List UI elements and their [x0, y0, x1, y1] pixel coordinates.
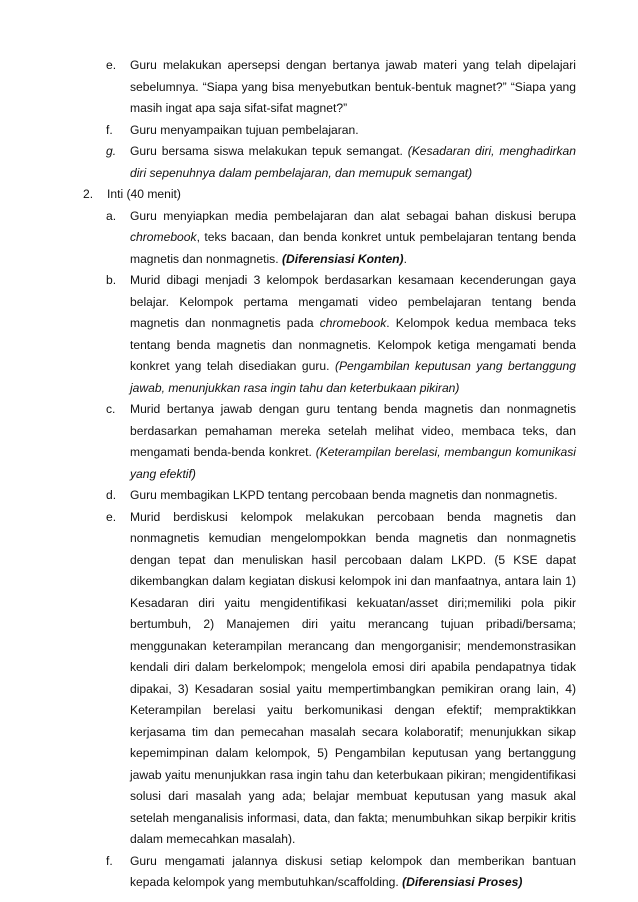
- list-item-text: Murid berdiskusi kelompok melakukan percobaan benda magnetis dan nonmagnetis kemudian mengelompokkan benda magnetis dan nonmagnetis dengan tepat dan menuliskan hasil percobaan dalam LKPD. (5 KSE dapat dikembangkan dalam kegiatan diskusi kelompok ini dan manfaatnya, antara lain 1) Kesadaran diri yaitu mengidentifikasi kekuatan/asset diri;memiliki pola pikir bertumbuh, 2) Manajemen diri yaitu merancang tujuan pribadi/bersama; menggunakan keterampilan merancang dan mengorganisir; mendemonstrasikan kendali diri dalam berkelompok; mengelola emosi diri apabila pendapatnya tidak dipakai, 3) Kesadaran sosial yaitu mempertimbangkan pemikiran orang lain, 4) Keterampilan berelasi yaitu berkomunikasi dengan efektif; mempraktikkan kerjasama tim dan pemecahan masalah secara kolaboratif; menunjukkan sikap kepemimpinan dalam kelompok, 5) Pengambilan keputusan yang bertanggung jawab yaitu menunjukkan rasa ingin tahu dan keterbukaan pikiran; mengidentifikasi solusi dari masalah yang ada; belajar membuat keputusan yang masuk akal setelah menganalisis informasi, data, dan fakta; menumbuhkan sikap berpikir kritis dalam memecahkan masalah).: [130, 509, 576, 846]
- list-item-f: [106, 851, 576, 894]
- list-item-text: Guru menyampaikan tujuan pembelajaran.: [130, 122, 359, 137]
- list-item-b: [106, 270, 576, 399]
- list-item-text: Murid dibagi menjadi 3 kelompok berdasarkan kesamaan kecenderungan gaya belajar. Kelompok pertama mengamati video pembelajaran tentang benda magnetis dan nonmagnetis pada: [130, 273, 576, 330]
- section-inti: [83, 184, 576, 206]
- list-item-text: . Kelompok kedua membaca teks tentang benda magnetis dan nonmagnetis. Kelompok ketiga mengamati benda konkret yang telah disediakan guru.: [130, 316, 576, 373]
- list-item-pre-f: [106, 120, 576, 142]
- list-item-e: [106, 507, 576, 851]
- list-item-c: [106, 399, 576, 485]
- list-item-strong-note: (Diferensiasi Konten): [281, 251, 404, 266]
- list-item-pre-g: [106, 141, 576, 184]
- list-item-note: (Kesadaran diri, menghadirkan diri sepenuhnya dalam pembelajaran, dan memupuk semangat): [130, 144, 576, 180]
- list-item-emphasis: chromebook: [319, 316, 387, 330]
- list-item-note: (Pengambilan keputusan yang bertanggung jawab, menunjukkan rasa ingin tahu dan keterbukaan pikiran): [130, 359, 576, 395]
- list-marker: e.: [106, 58, 117, 72]
- list-item-text: Murid bertanya jawab dengan guru tentang benda magnetis dan nonmagnetis berdasarkan pemahaman mereka setelah melihat video, membaca teks, dan mengamati benda-benda konkret.: [130, 402, 576, 459]
- section-marker: 2.: [83, 187, 94, 201]
- list-item-note: (Keterampilan berelasi, membangun komunikasi yang efektif): [130, 445, 576, 481]
- list-item-text: Guru bersama siswa melakukan tepuk semangat.: [130, 144, 408, 158]
- list-item-a: [106, 206, 576, 271]
- list-marker: d.: [106, 488, 117, 502]
- list-item-d: [106, 485, 576, 507]
- list-marker: c.: [106, 402, 116, 416]
- list-marker: b.: [106, 273, 117, 287]
- list-marker: f.: [106, 122, 113, 137]
- list-item-emphasis: chromebook: [130, 230, 197, 244]
- list-item-text: , teks bacaan, dan benda konkret untuk pembelajaran tentang benda magnetis dan nonmagnetis.: [130, 230, 576, 266]
- list-item-text: Guru membagikan LKPD tentang percobaan benda magnetis dan nonmagnetis.: [130, 488, 558, 502]
- list-item-text: Guru melakukan apersepsi dengan bertanya jawab materi yang telah dipelajari sebelumnya. “Siapa yang bisa menyebutkan bentuk-bentuk magnet?” “Siapa yang masih ingat apa saja sifat-sifat magnet?”: [130, 58, 576, 115]
- list-item-text: Guru menyiapkan media pembelajaran dan alat sebagai bahan diskusi berupa: [130, 208, 576, 223]
- list-marker: f.: [106, 853, 113, 868]
- list-item-pre-e: [106, 55, 576, 120]
- section-title: Inti (40 menit): [107, 187, 181, 201]
- list-marker: e.: [106, 509, 117, 524]
- list-item-text: .: [403, 251, 407, 266]
- list-item-strong-note: (Diferensiasi Proses): [402, 875, 523, 889]
- list-item-text: Guru mengamati jalannya diskusi setiap kelompok dan memberikan bantuan kepada kelompok yang membutuhkan/scaffolding.: [130, 853, 576, 889]
- list-marker: a.: [106, 208, 117, 223]
- list-marker: g.: [106, 144, 117, 158]
